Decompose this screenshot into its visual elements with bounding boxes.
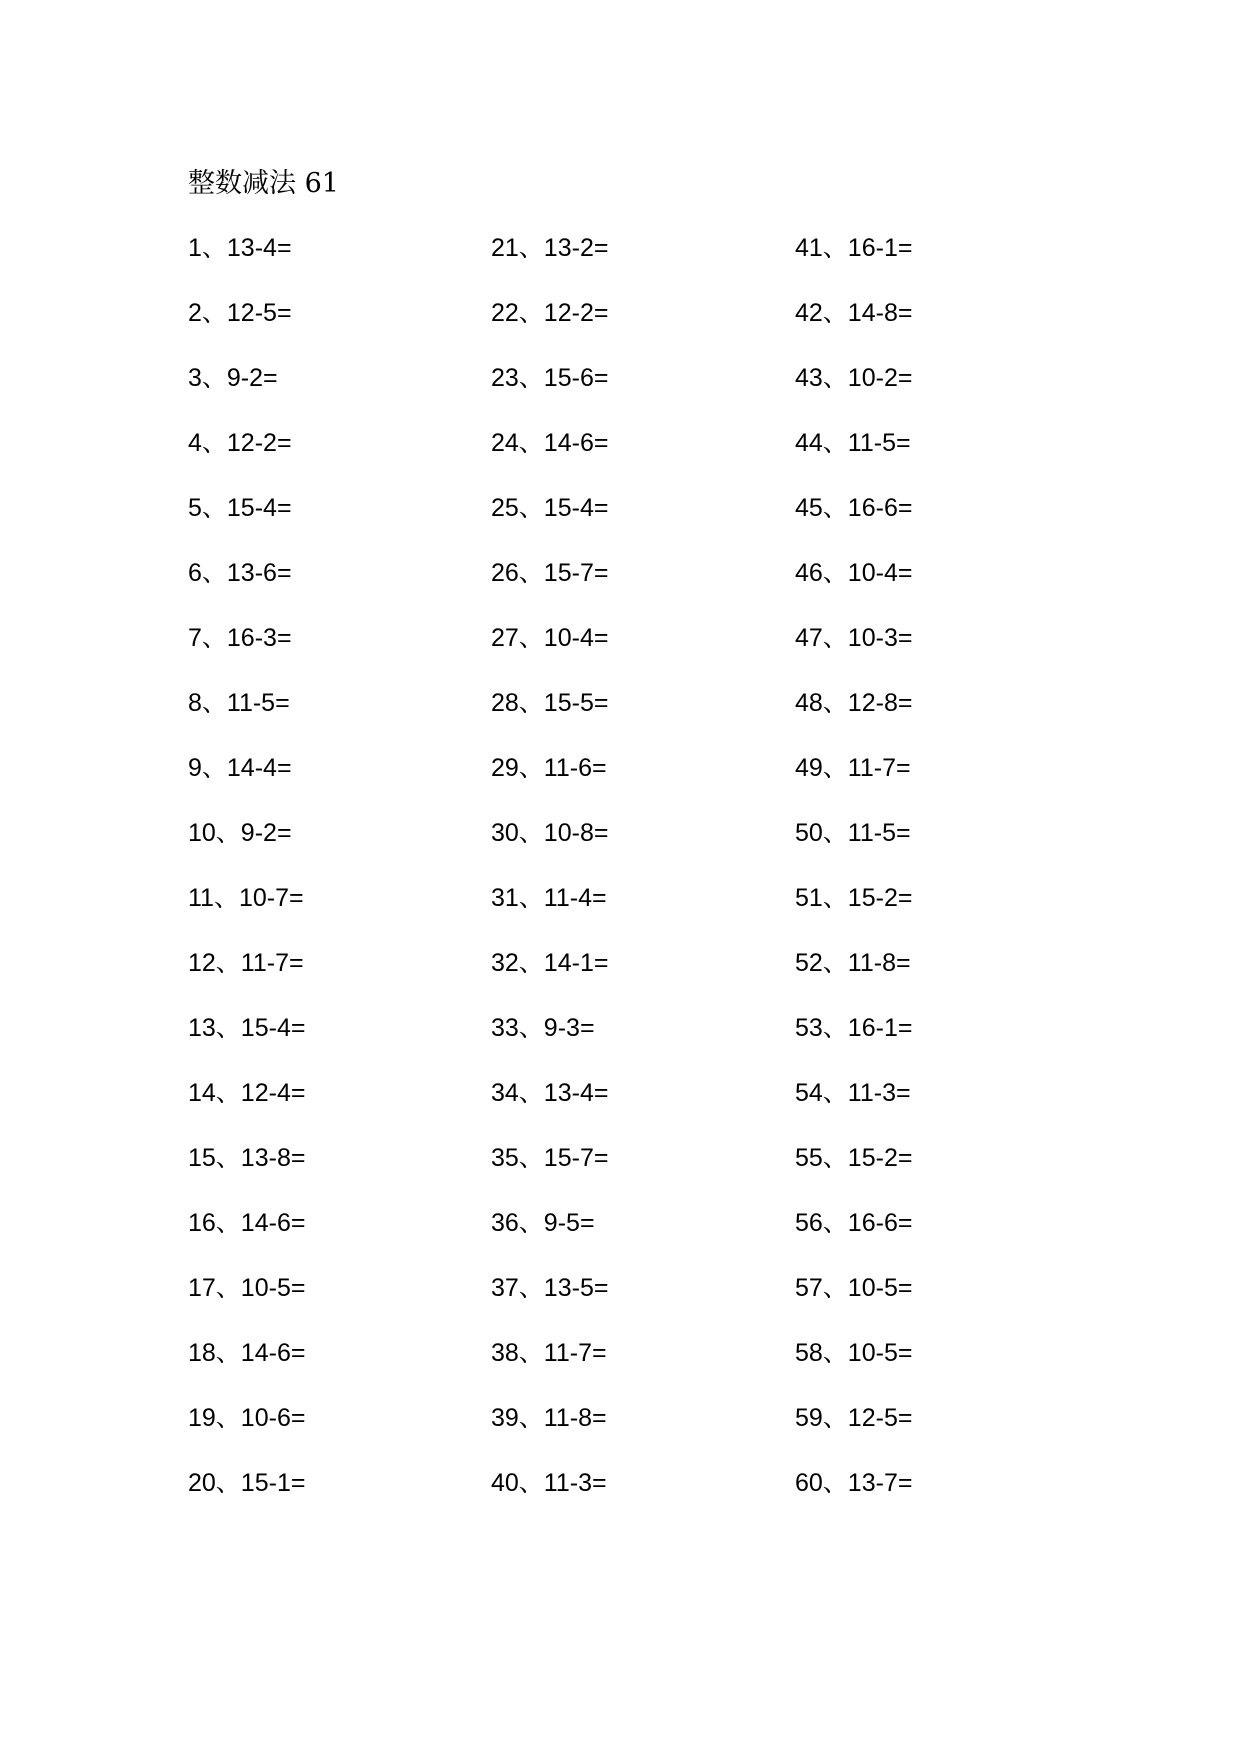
- problem-item: 20、15-1=: [188, 1469, 306, 1497]
- problem-item: 25、15-4=: [491, 494, 609, 522]
- problem-item: 3、9-2=: [188, 364, 278, 392]
- problem-item: 36、9-5=: [491, 1209, 595, 1237]
- problem-item: 35、15-7=: [491, 1144, 609, 1172]
- problem-item: 57、10-5=: [795, 1274, 913, 1302]
- problem-column-1: [188, 232, 468, 1532]
- problem-item: 15、13-8=: [188, 1144, 306, 1172]
- problem-item: 54、11-3=: [795, 1079, 911, 1107]
- problem-item: 37、13-5=: [491, 1274, 609, 1302]
- problem-item: 46、10-4=: [795, 559, 913, 587]
- problem-item: 2、12-5=: [188, 299, 292, 327]
- problem-column-3: [795, 232, 1075, 1532]
- problem-item: 18、14-6=: [188, 1339, 306, 1367]
- problem-item: 44、11-5=: [795, 429, 911, 457]
- problem-item: 1、13-4=: [188, 234, 292, 262]
- problem-item: 32、14-1=: [491, 949, 609, 977]
- problem-item: 33、9-3=: [491, 1014, 595, 1042]
- problem-item: 39、11-8=: [491, 1404, 607, 1432]
- problem-item: 50、11-5=: [795, 819, 911, 847]
- problem-item: 8、11-5=: [188, 689, 290, 717]
- problem-item: 60、13-7=: [795, 1469, 913, 1497]
- problem-item: 5、15-4=: [188, 494, 292, 522]
- problem-item: 49、11-7=: [795, 754, 911, 782]
- problem-item: 12、11-7=: [188, 949, 304, 977]
- problem-item: 14、12-4=: [188, 1079, 306, 1107]
- problem-item: 55、15-2=: [795, 1144, 913, 1172]
- problem-item: 7、16-3=: [188, 624, 292, 652]
- problem-item: 27、10-4=: [491, 624, 609, 652]
- problem-item: 16、14-6=: [188, 1209, 306, 1237]
- problem-item: 23、15-6=: [491, 364, 609, 392]
- problem-item: 17、10-5=: [188, 1274, 306, 1302]
- problem-item: 22、12-2=: [491, 299, 609, 327]
- problem-item: 40、11-3=: [491, 1469, 607, 1497]
- problem-item: 6、13-6=: [188, 559, 292, 587]
- problem-item: 48、12-8=: [795, 689, 913, 717]
- problem-item: 28、15-5=: [491, 689, 609, 717]
- problem-item: 19、10-6=: [188, 1404, 306, 1432]
- problem-item: 10、9-2=: [188, 819, 292, 847]
- problem-item: 13、15-4=: [188, 1014, 306, 1042]
- problem-item: 51、15-2=: [795, 884, 913, 912]
- problem-item: 47、10-3=: [795, 624, 913, 652]
- problem-item: 38、11-7=: [491, 1339, 607, 1367]
- problem-item: 26、15-7=: [491, 559, 609, 587]
- problem-item: 58、10-5=: [795, 1339, 913, 1367]
- page-title: 整数减法 61: [188, 168, 339, 199]
- problem-item: 11、10-7=: [188, 884, 304, 912]
- problem-item: 34、13-4=: [491, 1079, 609, 1107]
- problem-item: 30、10-8=: [491, 819, 609, 847]
- problem-item: 56、16-6=: [795, 1209, 913, 1237]
- problem-item: 42、14-8=: [795, 299, 913, 327]
- problem-column-2: [491, 232, 771, 1532]
- problem-item: 52、11-8=: [795, 949, 911, 977]
- problem-item: 53、16-1=: [795, 1014, 913, 1042]
- problem-item: 9、14-4=: [188, 754, 292, 782]
- problem-item: 31、11-4=: [491, 884, 607, 912]
- problem-item: 29、11-6=: [491, 754, 607, 782]
- problem-item: 4、12-2=: [188, 429, 292, 457]
- problem-item: 43、10-2=: [795, 364, 913, 392]
- problem-item: 59、12-5=: [795, 1404, 913, 1432]
- problem-item: 45、16-6=: [795, 494, 913, 522]
- problem-item: 21、13-2=: [491, 234, 609, 262]
- problem-item: 24、14-6=: [491, 429, 609, 457]
- problem-item: 41、16-1=: [795, 234, 913, 262]
